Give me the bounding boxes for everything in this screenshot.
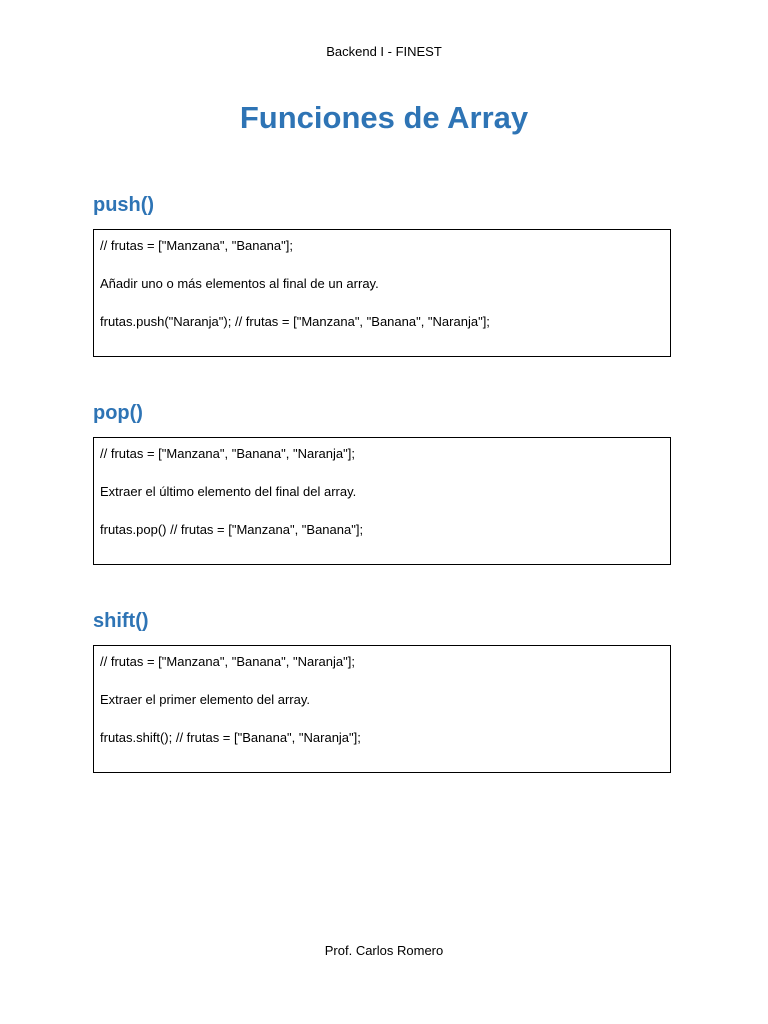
page-header: Backend I - FINEST [326, 44, 442, 59]
page-title: Funciones de Array [239, 100, 529, 135]
code-comment-line: // frutas = ["Manzana", "Banana", "Naranja"]; [100, 654, 355, 669]
page-footer: Prof. Carlos Romero [324, 943, 444, 958]
section-heading-push: push() [93, 194, 155, 216]
description-line: Extraer el primer elemento del array. [100, 692, 311, 707]
code-example-line: frutas.push("Naranja"); // frutas = ["Manzana", "Banana", "Naranja"]; [100, 314, 490, 329]
code-example-line: frutas.pop() // frutas = ["Manzana", "Banana"]; [100, 522, 364, 537]
section-heading-shift: shift() [93, 610, 149, 632]
code-example-line: frutas.shift(); // frutas = ["Banana", "Naranja"]; [100, 730, 361, 745]
description-line: Añadir uno o más elementos al final de un array. [100, 276, 379, 291]
code-box-shift [93, 645, 671, 773]
code-box-pop [93, 437, 671, 565]
code-box-push [93, 229, 671, 357]
code-comment-line: // frutas = ["Manzana", "Banana", "Naranja"]; [100, 446, 355, 461]
code-comment-line: // frutas = ["Manzana", "Banana"]; [100, 238, 293, 253]
section-heading-pop: pop() [93, 402, 143, 424]
description-line: Extraer el último elemento del final del array. [100, 484, 357, 499]
